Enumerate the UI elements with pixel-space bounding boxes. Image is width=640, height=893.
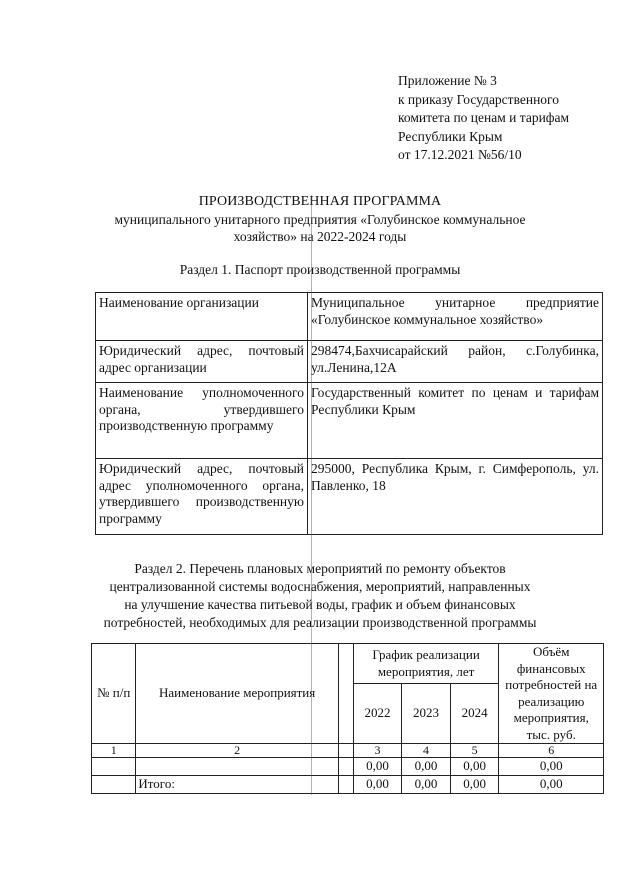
col-header-schedule: График реализации мероприятия, лет: [353, 644, 499, 684]
cell-total: 0,00: [499, 776, 604, 794]
cell-value: 0,00: [450, 776, 499, 794]
index-cell: 2: [136, 744, 338, 758]
year-header: 2022: [353, 684, 402, 744]
table-row: [92, 758, 604, 776]
appendix-block: [398, 72, 569, 165]
cell-name: Итого:: [136, 776, 338, 794]
title-line: хозяйство» на 2022-2024 годы: [233, 229, 407, 244]
cell-value: 0,00: [353, 758, 402, 776]
scan-fold-line: [311, 195, 312, 795]
title-line: ПРОИЗВОДСТВЕННАЯ ПРОГРАММА: [198, 194, 442, 209]
section2-line: централизованной системы водоснабжения, мероприятий, направленных: [109, 579, 531, 594]
cell-value: 0,00: [402, 776, 451, 794]
passport-label: Юридический адрес, почтовый адрес уполномоченного органа, утвердившего производственную программу: [96, 459, 308, 535]
appendix-line: Республики Крым: [398, 128, 503, 144]
cell-name: [136, 758, 338, 776]
section2-line: Раздел 2. Перечень плановых мероприятий по ремонту объектов: [134, 561, 506, 576]
document-title: [0, 193, 640, 246]
cell-value: 0,00: [450, 758, 499, 776]
section1-heading: Раздел 1. Паспорт производственной программы: [179, 262, 461, 277]
passport-label: Юридический адрес, почтовый адрес организации: [96, 341, 308, 383]
table-total-row: [92, 776, 604, 794]
year-header: 2024: [450, 684, 499, 744]
passport-label: Наименование организации: [96, 293, 308, 341]
passport-value: 295000, Республика Крым, г. Симферополь, ул. Павленко, 18: [308, 459, 603, 535]
cell-value: 0,00: [402, 758, 451, 776]
index-cell: 1: [92, 744, 136, 758]
index-cell: [338, 744, 353, 758]
cell-num: [92, 776, 136, 794]
passport-label: Наименование уполномоченного органа, утвердившего производственную программу: [96, 383, 308, 459]
section2-line: потребностей, необходимых для реализации производственной программы: [103, 615, 537, 630]
plan-table: [91, 643, 604, 794]
cell-total: 0,00: [499, 758, 604, 776]
index-cell: 5: [450, 744, 499, 758]
passport-value: Муниципальное унитарное предприятие «Голубинское коммунальное хозяйство»: [308, 293, 603, 341]
appendix-line: к приказу Государственного: [398, 91, 560, 107]
cell-value: 0,00: [353, 776, 402, 794]
index-cell: 4: [402, 744, 451, 758]
passport-value: Государственный комитет по ценам и тарифам Республики Крым: [308, 383, 603, 459]
table-row: [96, 459, 603, 535]
title-line: муниципального унитарного предприятия «Голубинское коммунальное: [114, 211, 526, 227]
appendix-line: Приложение № 3: [398, 73, 497, 88]
col-header-name: Наименование мероприятия: [136, 644, 338, 744]
passport-value: 298474,Бахчисарайский район, с.Голубинка, ул.Ленина,12А: [308, 341, 603, 383]
section2-heading: [0, 560, 640, 632]
index-row: [92, 744, 604, 758]
section2-line: на улучшение качества питьевой воды, график и объем финансовых: [124, 597, 516, 612]
table-row: [96, 293, 603, 341]
appendix-line: комитета по ценам и тарифам: [398, 110, 570, 126]
year-header: 2023: [402, 684, 451, 744]
col-header-finance: Объём финансовых потребностей на реализацию мероприятия, тыс. руб.: [499, 644, 604, 744]
table-header-row: [92, 644, 604, 684]
cell-spacer: [338, 758, 353, 776]
index-cell: 6: [499, 744, 604, 758]
col-spacer: [338, 644, 353, 744]
passport-table: [95, 292, 603, 535]
table-row: [96, 383, 603, 459]
col-header-num: № п/п: [92, 644, 136, 744]
table-row: [96, 341, 603, 383]
appendix-line: от 17.12.2021 №56/10: [398, 147, 522, 163]
cell-spacer: [338, 776, 353, 794]
index-cell: 3: [353, 744, 402, 758]
cell-num: [92, 758, 136, 776]
